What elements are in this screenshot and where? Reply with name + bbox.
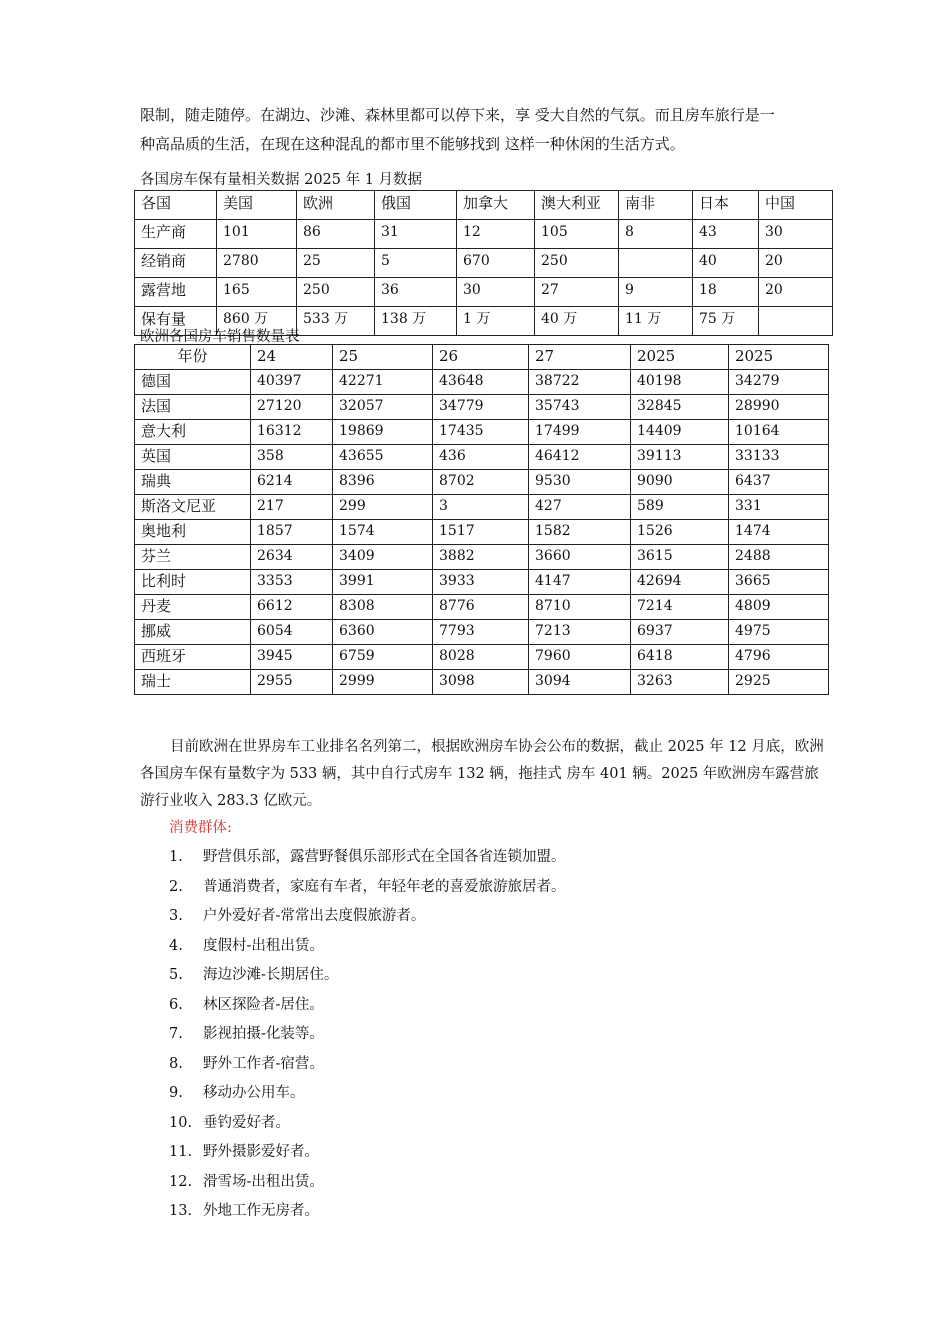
row-label-cell: 德国 (135, 370, 251, 395)
header-cell: 加拿大 (457, 191, 535, 220)
header-cell: 各国 (135, 191, 217, 220)
table-row (135, 249, 833, 278)
table-cell: 20 (759, 278, 833, 307)
header-cell: 26 (433, 345, 529, 370)
list-item-text: 滑雪场-出租出赁。 (203, 1173, 324, 1190)
table-row (135, 278, 833, 307)
header-cell: 俄国 (375, 191, 457, 220)
table-cell: 217 (251, 495, 333, 520)
table-cell: 3991 (333, 570, 433, 595)
table-cell: 75 万 (693, 307, 759, 336)
table-row (135, 670, 829, 695)
table-cell: 34779 (433, 395, 529, 420)
row-label-cell: 法国 (135, 395, 251, 420)
table-cell: 2925 (729, 670, 829, 695)
table-row (135, 545, 829, 570)
list-item (169, 932, 566, 962)
header-cell: 年份 (135, 345, 251, 370)
list-item-text: 野外摄影爱好者。 (203, 1144, 319, 1160)
table-cell: 589 (631, 495, 729, 520)
table-cell: 32057 (333, 395, 433, 420)
table-cell: 3660 (529, 545, 631, 570)
table-cell: 2999 (333, 670, 433, 695)
list-item-number: 11. (169, 1144, 193, 1160)
table-cell: 6418 (631, 645, 729, 670)
list-item-text: 外地工作无房者。 (203, 1203, 319, 1219)
header-cell: 欧洲 (297, 191, 375, 220)
table-cell: 6214 (251, 470, 333, 495)
row-label-cell: 奥地利 (135, 520, 251, 545)
table-cell: 3409 (333, 545, 433, 570)
table-row (135, 495, 829, 520)
row-label-cell: 瑞士 (135, 670, 251, 695)
table-cell (759, 307, 833, 336)
table-cell: 2955 (251, 670, 333, 695)
table-cell: 46412 (529, 445, 631, 470)
row-label-cell: 保有量 (135, 307, 217, 336)
header-cell: 24 (251, 345, 333, 370)
table-cell: 250 (297, 278, 375, 307)
list-item (169, 1109, 566, 1139)
table-cell: 11 万 (619, 307, 693, 336)
list-item (169, 1168, 566, 1198)
table-cell: 1574 (333, 520, 433, 545)
table-cell: 3665 (729, 570, 829, 595)
table-cell: 8308 (333, 595, 433, 620)
list-item-text: 林区探险者-居住。 (203, 996, 324, 1013)
header-cell: 2025 (729, 345, 829, 370)
table-cell: 860 万 (217, 307, 297, 336)
rv-ownership-table (134, 190, 833, 336)
table-cell: 25 (297, 249, 375, 278)
table-cell: 165 (217, 278, 297, 307)
list-item (169, 902, 566, 932)
table-cell: 299 (333, 495, 433, 520)
header-cell: 澳大利亚 (535, 191, 619, 220)
table-cell: 358 (251, 445, 333, 470)
table-cell: 3 (433, 495, 529, 520)
list-item-text: 野营俱乐部，露营野餐俱乐部形式在全国各省连锁加盟。 (203, 849, 566, 865)
table-row (135, 220, 833, 249)
list-item-text: 普通消费者，家庭有车者，年轻年老的喜爱旅游旅居者。 (203, 878, 566, 895)
table-cell: 138 万 (375, 307, 457, 336)
table-cell: 4796 (729, 645, 829, 670)
row-label-cell: 英国 (135, 445, 251, 470)
table-row (135, 370, 829, 395)
list-item-number: 2. (169, 878, 183, 895)
table-cell: 8702 (433, 470, 529, 495)
row-label-cell: 西班牙 (135, 645, 251, 670)
table-cell: 30 (457, 278, 535, 307)
list-item-number: 10. (169, 1114, 193, 1131)
list-item-number: 4. (169, 937, 183, 954)
list-item-number: 8. (169, 1055, 183, 1072)
table-cell: 7213 (529, 620, 631, 645)
row-label-cell: 丹麦 (135, 595, 251, 620)
table-row (135, 445, 829, 470)
table-cell: 3615 (631, 545, 729, 570)
table1-caption: 各国房车保有量相关数据 2025 年 1 月数据 (140, 172, 423, 188)
table-cell: 35743 (529, 395, 631, 420)
table-cell: 86 (297, 220, 375, 249)
row-label-cell: 比利时 (135, 570, 251, 595)
table-cell: 101 (217, 220, 297, 249)
row-label-cell: 斯洛文尼亚 (135, 495, 251, 520)
table-cell: 10164 (729, 420, 829, 445)
intro-line-1: 限制，随走随停。在湖边、沙滩、森林里都可以停下来，享 受大自然的气氛。而且房车旅行是一 (140, 106, 775, 124)
table-cell: 1582 (529, 520, 631, 545)
table-cell: 3945 (251, 645, 333, 670)
table-cell: 1517 (433, 520, 529, 545)
table2-caption: 欧洲各国房车销售数量表 (140, 329, 300, 345)
table-header-row (135, 191, 833, 220)
table-cell: 14409 (631, 420, 729, 445)
table-cell: 34279 (729, 370, 829, 395)
table-cell: 6054 (251, 620, 333, 645)
intro-line-2: 种高品质的生活，在现在这种混乱的都市里不能够找到 这样一种休闲的生活方式。 (140, 135, 685, 153)
table-cell: 30 (759, 220, 833, 249)
table-cell: 7960 (529, 645, 631, 670)
table-cell: 2488 (729, 545, 829, 570)
table-header-row (135, 345, 829, 370)
table-row (135, 645, 829, 670)
table-cell: 533 万 (297, 307, 375, 336)
list-item (169, 1050, 566, 1080)
table-cell: 17499 (529, 420, 631, 445)
table-cell: 4975 (729, 620, 829, 645)
header-cell: 25 (333, 345, 433, 370)
list-item (169, 873, 566, 903)
row-label-cell: 生产商 (135, 220, 217, 249)
table-cell: 8028 (433, 645, 529, 670)
table-cell: 16312 (251, 420, 333, 445)
table-row (135, 420, 829, 445)
list-item-number: 6. (169, 996, 183, 1013)
europe-sales-table (134, 344, 829, 695)
table-cell: 40 (693, 249, 759, 278)
table-cell: 43 (693, 220, 759, 249)
table-cell: 27120 (251, 395, 333, 420)
table-cell: 4809 (729, 595, 829, 620)
table-cell: 3094 (529, 670, 631, 695)
table-cell: 12 (457, 220, 535, 249)
table-cell: 331 (729, 495, 829, 520)
table-cell: 670 (457, 249, 535, 278)
table-cell: 9 (619, 278, 693, 307)
table-cell: 8396 (333, 470, 433, 495)
table-cell: 105 (535, 220, 619, 249)
row-label-cell: 瑞典 (135, 470, 251, 495)
list-item-number: 13. (169, 1203, 193, 1219)
row-label-cell: 经销商 (135, 249, 217, 278)
table-row (135, 395, 829, 420)
table-cell: 17435 (433, 420, 529, 445)
table-cell: 31 (375, 220, 457, 249)
header-cell: 美国 (217, 191, 297, 220)
list-item-text: 移动办公用车。 (203, 1085, 305, 1101)
table-cell: 40198 (631, 370, 729, 395)
list-item (169, 961, 566, 991)
row-label-cell: 露营地 (135, 278, 217, 307)
header-cell: 27 (529, 345, 631, 370)
table-cell: 6612 (251, 595, 333, 620)
europe-summary-paragraph: 目前欧洲在世界房车工业排名名列第二，根据欧洲房车协会公布的数据，截止 2025 年 12 月底，欧洲各国房车保有量数字为 533 辆，其中自行式房车 132 辆，拖挂式 房车 401 辆。2025 年欧洲房车露营旅游行业收入 283.3 亿欧元。 (140, 739, 824, 809)
table-cell: 8 (619, 220, 693, 249)
list-item-text: 影视拍摄-化装等。 (203, 1026, 324, 1042)
list-item-number: 12. (169, 1173, 193, 1190)
table-cell: 6437 (729, 470, 829, 495)
table-cell: 6937 (631, 620, 729, 645)
table-cell: 9090 (631, 470, 729, 495)
table-cell: 43648 (433, 370, 529, 395)
table-cell: 27 (535, 278, 619, 307)
table-cell: 3933 (433, 570, 529, 595)
table-cell: 33133 (729, 445, 829, 470)
table-cell: 4147 (529, 570, 631, 595)
table-cell: 1 万 (457, 307, 535, 336)
table-row (135, 620, 829, 645)
table-cell: 42271 (333, 370, 433, 395)
list-item-text: 户外爱好者-常常出去度假旅游者。 (203, 908, 426, 924)
list-item (169, 1197, 566, 1227)
table-cell: 5 (375, 249, 457, 278)
table-cell: 3263 (631, 670, 729, 695)
table-cell: 40 万 (535, 307, 619, 336)
list-item-text: 野外工作者-宿营。 (203, 1055, 324, 1072)
list-item-text: 海边沙滩-长期居住。 (203, 967, 339, 983)
table-cell: 3353 (251, 570, 333, 595)
table-cell: 28990 (729, 395, 829, 420)
table-cell: 38722 (529, 370, 631, 395)
list-item-text: 垂钓爱好者。 (203, 1114, 290, 1131)
header-cell: 日本 (693, 191, 759, 220)
table-cell: 7793 (433, 620, 529, 645)
table-cell: 436 (433, 445, 529, 470)
table-cell: 3098 (433, 670, 529, 695)
table-cell: 40397 (251, 370, 333, 395)
list-item (169, 1138, 566, 1168)
header-cell: 中国 (759, 191, 833, 220)
list-item (169, 843, 566, 873)
list-item-number: 3. (169, 908, 183, 924)
table-cell: 1526 (631, 520, 729, 545)
table-cell: 7214 (631, 595, 729, 620)
list-item-text: 度假村-出租出赁。 (203, 937, 324, 954)
list-item-number: 1. (169, 849, 183, 865)
table-cell: 43655 (333, 445, 433, 470)
table-cell: 20 (759, 249, 833, 278)
table-cell: 1474 (729, 520, 829, 545)
table-cell: 2780 (217, 249, 297, 278)
header-cell: 南非 (619, 191, 693, 220)
table-cell (619, 249, 693, 278)
table-cell: 18 (693, 278, 759, 307)
table-cell: 3882 (433, 545, 529, 570)
list-item-number: 9. (169, 1085, 183, 1101)
table-cell: 250 (535, 249, 619, 278)
list-item (169, 991, 566, 1021)
row-label-cell: 挪威 (135, 620, 251, 645)
table-cell: 19869 (333, 420, 433, 445)
row-label-cell: 芬兰 (135, 545, 251, 570)
table-row (135, 570, 829, 595)
table-cell: 39113 (631, 445, 729, 470)
table-cell: 36 (375, 278, 457, 307)
table-cell: 32845 (631, 395, 729, 420)
intro-paragraph (140, 101, 830, 159)
list-item (169, 1020, 566, 1050)
list-item (169, 1079, 566, 1109)
table-cell: 1857 (251, 520, 333, 545)
table-cell: 6360 (333, 620, 433, 645)
list-item-number: 7. (169, 1026, 183, 1042)
table-row (135, 595, 829, 620)
row-label-cell: 意大利 (135, 420, 251, 445)
table-cell: 6759 (333, 645, 433, 670)
table-row (135, 470, 829, 495)
consumer-groups-list (169, 843, 566, 1227)
table-cell: 8776 (433, 595, 529, 620)
header-cell: 2025 (631, 345, 729, 370)
consumer-groups-title: 消费群体: (169, 820, 232, 836)
table-cell: 2634 (251, 545, 333, 570)
list-item-number: 5. (169, 967, 183, 983)
table-cell: 9530 (529, 470, 631, 495)
table-cell: 42694 (631, 570, 729, 595)
table-row (135, 520, 829, 545)
table-cell: 427 (529, 495, 631, 520)
table-cell: 8710 (529, 595, 631, 620)
